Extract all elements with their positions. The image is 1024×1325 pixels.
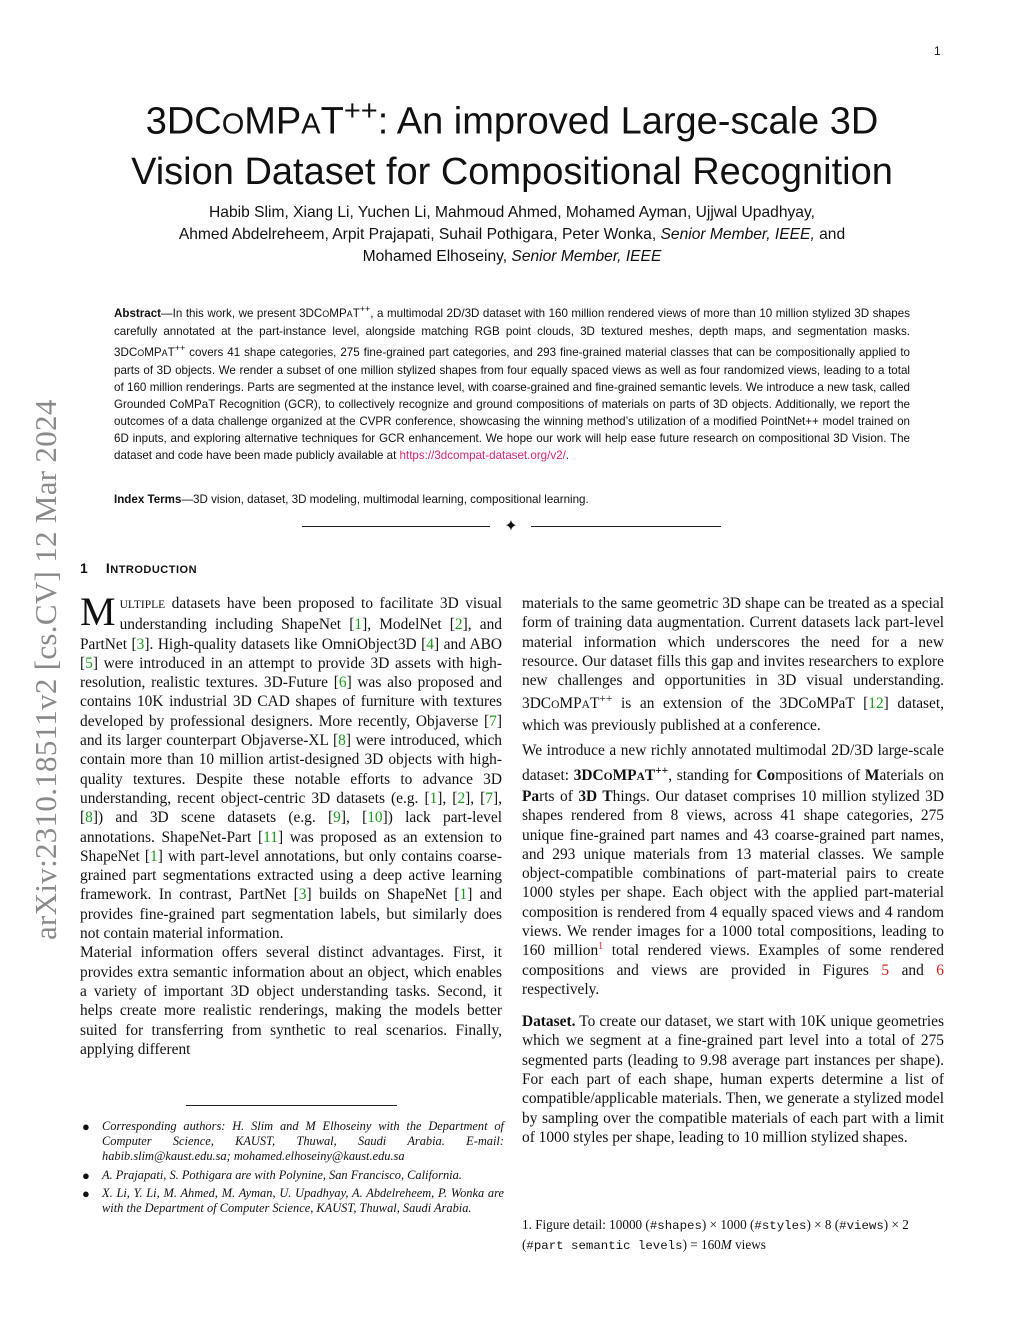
title-part: A <box>301 108 321 141</box>
page-number: 1 <box>934 44 941 58</box>
bullet-icon: ● <box>82 1185 90 1201</box>
title-part: MP <box>244 100 302 143</box>
title-part: 3DC <box>145 100 222 143</box>
divider-rule-left <box>302 526 490 527</box>
author-role: Senior Member, IEEE, <box>660 226 815 243</box>
figure-detail-footnote: 1. Figure detail: 10000 (#shapes) × 1000 (#styles) × 8 (#views) × 2 (#part semantic levels) = 160M views <box>522 1217 909 1253</box>
divider-rule-right <box>531 526 721 527</box>
abstract-text: covers 41 shape categories, 275 fine-grained part categories, and 293 fine-grained material classes that can be compositionally applied to parts of 3D objects. We render a subset of one million stylized shapes from four equally spaced views as well as four randomized views, leading to a total of 160 million renderings. Parts are segmented at the instance level, with coarse-grained and fine-grained semantic levels. We introduce a new task, called Grounded CoMPaT Recognition (GCR), to collectively recognize and ground compositions of materials on parts of 3D objects. Additionally, we report the outcomes of a data challenge organized at the CVPR conference, showcasing the winning method’s utilization of a modified PointNet++ model trained on 6D inputs, and exploring alternative techniques for GCR enhancement. We hope our work will help ease future research on compositional 3D Vision. The dataset and code have been made publicly available at <box>114 345 910 463</box>
bullet-icon: ● <box>82 1119 90 1134</box>
citation-link[interactable]: 11 <box>263 828 278 846</box>
bullet-icon: ● <box>82 1167 90 1183</box>
citation-link[interactable]: 1 <box>459 886 468 904</box>
footnote-link[interactable]: 1 <box>598 941 604 953</box>
footnote-item: ● X. Li, Y. Li, M. Ahmed, M. Ayman, U. Upadhyay, A. Abdelreheem, P. Wonka are with the Department of Computer Science, KAUST, Thuwal, Saudi Arabia. <box>82 1185 504 1216</box>
citation-link[interactable]: 7 <box>485 789 493 807</box>
citation-link[interactable]: 3 <box>136 635 145 653</box>
intro-paragraph-4: We introduce a new richly annotated multimodal 2D/3D large-scale dataset: 3DCOMPAT++, standing for Compositions of Materials on Parts of 3D Things. Our dataset comprises 10 million stylized 3D shapes rendered from 8 views, across 41 shape categories, 275 unique fine-grained part names and 43 coarse-grained part names, and 293 unique materials from 13 material classes. We sample object-compatible combinations of part-material pairs to create 1000 styles per shape. Each object with the applied part-material composition is rendered from 4 equally spaced views and 4 random views. We render images for a 1000 total compositions, leading to 160 million$^1$ total rendered views. Examples of some rendered compositions and views are provided in Figures 5 and 6 respectively. <box>522 742 944 998</box>
title-part: O <box>221 108 245 141</box>
author-role: Senior Member, IEEE <box>511 248 662 265</box>
left-column <box>80 589 503 1059</box>
right-column <box>522 594 944 1147</box>
citation-link[interactable]: 8 <box>85 809 93 827</box>
citation-link[interactable]: 1 <box>354 616 363 634</box>
citation-link[interactable]: 2 <box>454 616 463 634</box>
abstract-text: MP <box>144 345 162 359</box>
abstract-text: ++ <box>359 304 371 314</box>
intro-paragraph-1: MULTIPLE datasets have been proposed to facilitate 3D visual understanding including ShapeNet [1], ModelNet [2], and PartNet [3]. High-quality datasets like OmniObject3D [4] and ABO [5] were introduced in an attempt to provide 3D assets with high-resolution, realistic textures. 3D-Future [6] was also proposed and contains 10K industrial 3D CAD shapes of furniture with textures developed by professional designers. More recently, Objaverse [7] and its larger counterpart Objaverse-XL [8] were introduced, which contain more than 10 million artist-designed 3D objects with high-quality textures. Despite these notable efforts to advance 3D understanding, recent object-centric 3D datasets (e.g. [1], [2], [7], [8]) and 3D scene datasets (e.g. [9], [10]) lack part-level annotations. ShapeNet-Part [11] was proposed as an extension to ShapeNet [1] with part-level annotations, but only contains coarse-grained part segmentations extracted using a deep active learning framework. In contrast, PartNet [3] builds on ShapeNet [1] and provides fine-grained part segmentation labels, but similarly does not contain material information. <box>80 589 503 943</box>
author-line: Ahmed Abdelreheem, Arpit Prajapati, Suhail Pothigara, Peter Wonka, <box>178 226 661 243</box>
abstract-text: T <box>167 345 175 359</box>
section-title: I <box>105 560 111 576</box>
figure-link[interactable]: 6 <box>936 961 944 979</box>
index-terms-text: —3D vision, dataset, 3D modeling, multimodal learning, compositional learning. <box>181 493 589 506</box>
citation-link[interactable]: 3 <box>298 886 307 904</box>
abstract-text: T <box>352 306 360 320</box>
paper-title <box>90 88 934 196</box>
abstract-label: Abstract <box>114 306 162 320</box>
index-terms <box>114 491 910 508</box>
author-line: and <box>814 226 846 243</box>
drop-cap: M <box>80 589 116 634</box>
paragraph-label: Dataset. <box>522 1013 576 1031</box>
abstract-text: A <box>161 347 168 358</box>
author-list <box>100 202 924 268</box>
citation-link[interactable]: 8 <box>338 732 346 750</box>
citation-link[interactable]: 7 <box>489 712 497 730</box>
abstract-text: , a multimodal 2D/3D dataset with 160 million rendered views of more than 10 million stylized 3D shapes carefully annotated at the part-instance level, alongside matching RGB point clouds, 3D textured meshes, depth maps, and segmentation masks. 3DC <box>114 306 910 359</box>
arxiv-stamp: arXiv:2310.18511v2 [cs.CV] 12 Mar 2024 <box>28 399 63 940</box>
title-part: Vision Dataset for Compositional Recognition <box>131 150 893 193</box>
section-title: NTRODUCTION <box>110 564 198 576</box>
dataset-link[interactable]: https://3dcompat-dataset.org/v2/ <box>399 449 566 463</box>
author-line: Mohamed Elhoseiny, <box>362 248 512 265</box>
abstract-text: MP <box>329 306 347 320</box>
title-part: ++ <box>343 95 378 127</box>
citation-link[interactable]: 2 <box>457 789 466 807</box>
index-terms-label: Index Terms <box>114 493 182 506</box>
citation-link[interactable]: 6 <box>338 674 347 692</box>
abstract-text: A <box>346 308 353 319</box>
citation-link[interactable]: 1 <box>150 847 158 865</box>
citation-link[interactable]: 5 <box>85 654 93 672</box>
intro-paragraph-3: materials to the same geometric 3D shape can be treated as a special form of training data augmentation. Current datasets lack part-level material information which underscores the need for a new resource. Our dataset fills this gap and invites researchers to explore new challenges and opportunities in 3D visual understanding. 3DCOMPAT++ is an extension of the 3DCoMPaT [12] dataset, which was previously published at a conference. <box>522 595 944 734</box>
citation-link[interactable]: 4 <box>426 635 434 653</box>
footnote-item: ● A. Prajapati, S. Pothigara are with Polynine, San Francisco, California. <box>82 1167 462 1183</box>
citation-link[interactable]: 10 <box>367 809 383 827</box>
citation-link[interactable]: 9 <box>333 809 341 827</box>
citation-link[interactable]: 1 <box>429 789 438 807</box>
citation-link[interactable]: 12 <box>868 695 884 713</box>
intro-paragraph-2: Material information offers several distinct advantages. First, it provides extra semantic information about an object, which enables a variety of important 3D object understanding tasks. Second, it helps create more realistic renderings, making the models better suited for transferring from synthetic to real scenarios. Finally, applying different <box>80 944 502 1058</box>
author-line: Habib Slim, Xiang Li, Yuchen Li, Mahmoud Ahmed, Mohamed Ayman, Ujjwal Upadhyay, <box>209 204 815 221</box>
abstract-text: O <box>322 308 330 319</box>
section-number: 1 <box>80 560 89 576</box>
dataset-paragraph: Dataset. To create our dataset, we start with 10K unique geometries which we segment at a fine-grained part level into a total of 275 segmented parts (leading to 9.98 average part instances per shape). For each part of each shape, human experts determine a list of compatible/applicable materials. Then, we generate a stylized model by sampling over the compatible materials of each part with a limit of 1000 styles per shape, leading to 10 million stylized shapes. <box>522 1013 944 1146</box>
title-part: T <box>320 100 344 143</box>
abstract <box>114 301 910 465</box>
smallcaps-text: ULTIPLE <box>119 599 166 611</box>
affiliation-footnotes <box>80 1119 504 1219</box>
title-part: : An improved Large-scale 3D <box>377 100 879 143</box>
abstract-text: . <box>565 449 570 463</box>
abstract-text: ++ <box>174 343 186 354</box>
footnote-rule <box>186 1105 397 1106</box>
section-heading-introduction <box>80 560 197 576</box>
abstract-text: —In this work, we present 3DC <box>161 306 323 320</box>
figure-link[interactable]: 5 <box>881 961 890 979</box>
abstract-text: O <box>137 347 145 358</box>
footnote-item: ● Corresponding authors: H. Slim and M Elhoseiny with the Department of Computer Science, KAUST, Thuwal, Saudi Arabia. E-mail: habib.slim@kaust.edu.sa; mohamed.elhoseiny@kaust.edu.sa <box>82 1119 504 1164</box>
diamond-icon: ✦ <box>504 516 518 535</box>
